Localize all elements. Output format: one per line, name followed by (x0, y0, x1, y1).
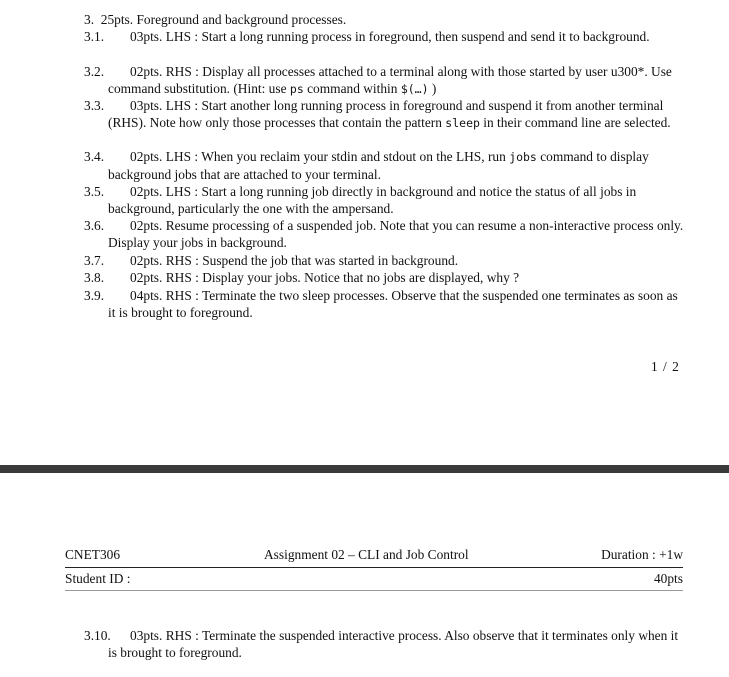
exercise-item-3-9 (84, 287, 684, 321)
section-title: 25pts. Foreground and background processes. (100, 12, 347, 27)
item-number: 3.2. (84, 64, 105, 79)
item-number: 3.8. (84, 270, 105, 285)
code-jobs: jobs (509, 150, 537, 164)
item-text: LHS : Start another long running process in foreground and suspend it from another terminal (RHS). Note how only those processes that contain the pattern (108, 98, 664, 130)
item-text: command within (303, 81, 401, 96)
code-sleep: sleep (445, 116, 480, 130)
exercise-item-3-1 (84, 28, 684, 45)
exercise-item-3-4 (84, 148, 684, 183)
total-points: 40pts (653, 571, 683, 586)
item-points: 02pts. (130, 64, 163, 79)
item-number: 3.10. (84, 628, 111, 643)
item-points: 03pts. (130, 628, 163, 643)
item-points: 03pts. (130, 98, 163, 113)
item-text: command to display background jobs that are attached to your terminal. (108, 149, 649, 182)
exercise-item-3-10 (84, 627, 684, 661)
item-points: 02pts. (130, 149, 163, 164)
item-points: 02pts. (130, 184, 163, 199)
item-text: LHS : Start a long running process in foreground, then suspend and send it to background. (165, 29, 650, 44)
exercise-item-3-7 (84, 252, 684, 269)
item-number: 3.6. (84, 218, 105, 233)
item-number: 3.7. (84, 253, 105, 268)
header-rule (65, 567, 683, 568)
item-points: 02pts. (130, 270, 163, 285)
item-text: Resume processing of a suspended job. Note that you can resume a non-interactive process only. Display your jobs in background. (108, 218, 684, 250)
code-command-substitution: $(…) (400, 82, 429, 96)
assignment-title: Assignment 02 – CLI and Job Control (264, 547, 469, 562)
exercise-item-3-8 (84, 269, 684, 286)
student-id-label: Student ID : (65, 571, 131, 586)
page-number: 1 / 2 (651, 359, 680, 374)
item-text: RHS : Display your jobs. Notice that no jobs are displayed, why ? (165, 270, 520, 285)
item-text: RHS : Terminate the two sleep processes. Observe that the suspended one terminates as soon as it is brought to foreground. (108, 288, 678, 320)
exercise-item-3-3 (84, 97, 684, 132)
item-text: RHS : Display all processes attached to a terminal along with those started by user u300*. Use command substitution. (Hint: use (108, 64, 672, 96)
item-points: 03pts. (130, 29, 163, 44)
item-number: 3.9. (84, 288, 105, 303)
section-number: 3. (84, 12, 95, 27)
page-break-divider (0, 465, 729, 473)
item-number: 3.3. (84, 98, 105, 113)
duration-label: Duration : +1w (601, 547, 683, 562)
exercise-item-3-6 (84, 217, 684, 251)
item-number: 3.1. (84, 29, 105, 44)
item-text: RHS : Terminate the suspended interactive process. Also observe that it terminates only when it is brought to foreground. (108, 628, 679, 660)
item-points: 04pts. (130, 288, 163, 303)
student-id-rule (65, 590, 683, 591)
item-text: LHS : When you reclaim your stdin and stdout on the LHS, run (165, 149, 510, 164)
item-text: in their command line are selected. (479, 115, 671, 130)
exercise-item-3-5 (84, 183, 684, 217)
student-id-row (65, 571, 683, 590)
page-2 (0, 473, 729, 677)
item-text: LHS : Start a long running job directly in background and notice the status of all jobs in background, particularly the one with the ampersand. (108, 184, 637, 216)
item-number: 3.4. (84, 149, 105, 164)
item-text: ) (428, 81, 437, 96)
item-text: RHS : Suspend the job that was started in background. (165, 253, 459, 268)
course-code: CNET306 (65, 547, 121, 562)
item-points: 02pts. (130, 218, 163, 233)
code-ps: ps (289, 82, 304, 96)
item-number: 3.5. (84, 184, 105, 199)
document-header (65, 547, 683, 566)
section-heading (84, 11, 346, 28)
item-points: 02pts. (130, 253, 163, 268)
exercise-item-3-2 (84, 63, 684, 98)
